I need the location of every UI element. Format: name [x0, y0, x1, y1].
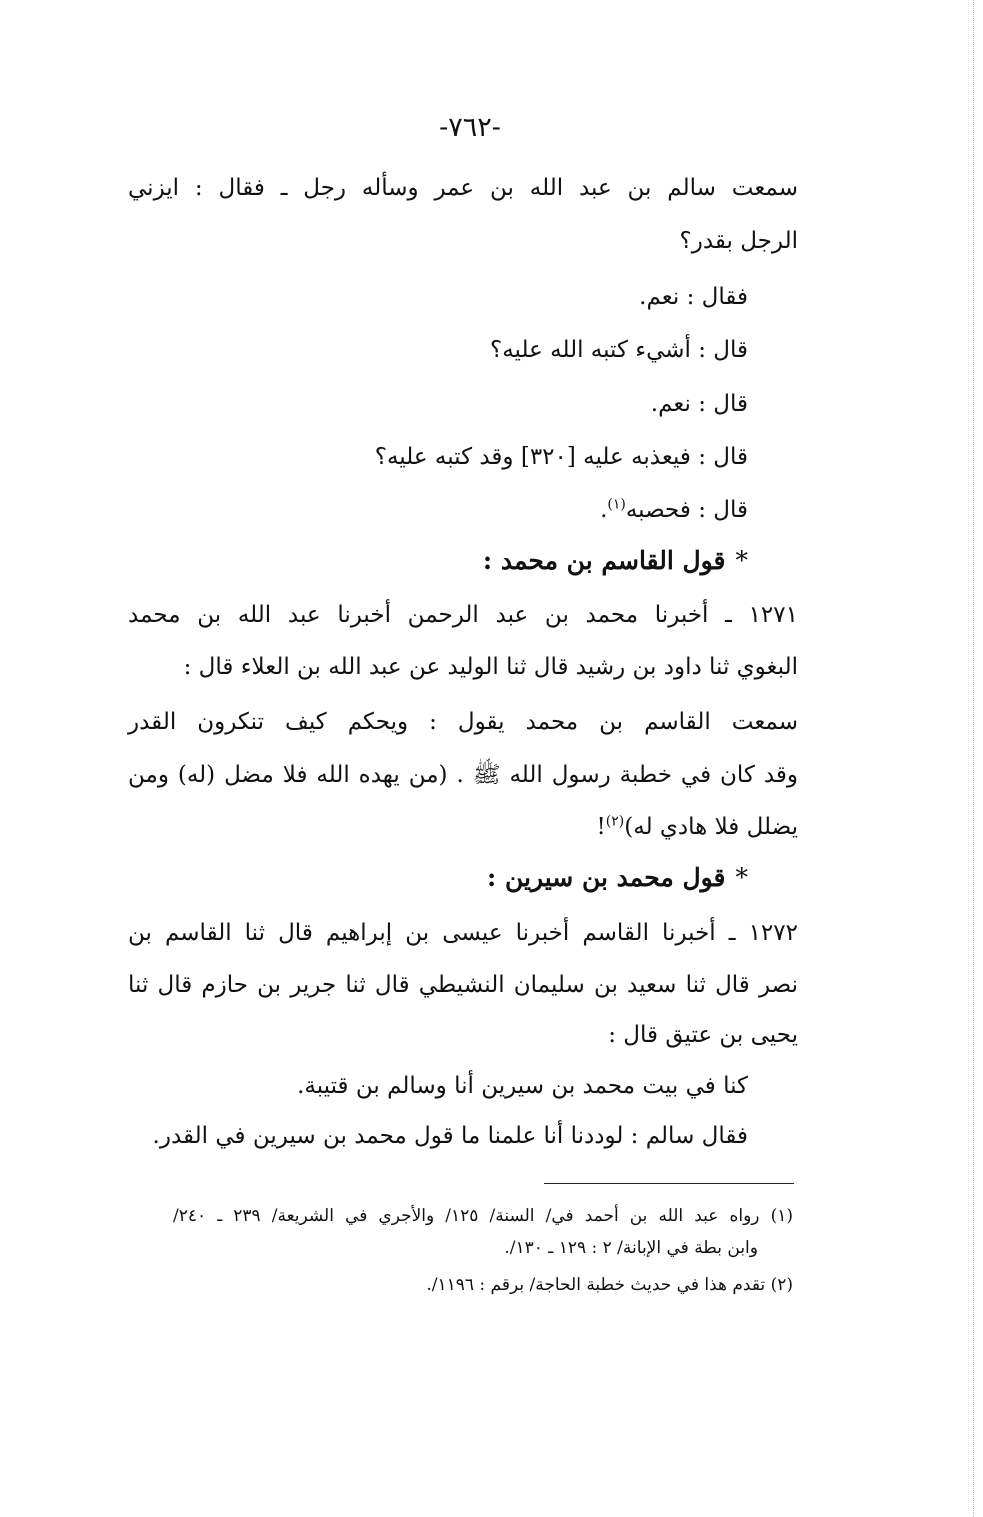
- section-heading-qasim: [483, 546, 748, 576]
- text-line-7: [600, 495, 748, 525]
- text-line-16: نصر قال ثنا سعيد بن سليمان النشيطي قال ثنا جرير بن حازم قال ثنا: [128, 972, 798, 998]
- text-line-1: سمعت سالم بن عبد الله بن عمر وسأله رجل ـ فقال : ايزني: [128, 175, 798, 201]
- text-line-17: يحيى بن عتيق قال :: [608, 1022, 798, 1048]
- text-line-6: قال : فيعذبه عليه [٣٢٠] وقد كتبه عليه؟: [374, 444, 748, 470]
- text-line-12: وقد كان في خطبة رسول الله ﷺ . (من يهده الله فلا مضل (له) ومن: [128, 762, 798, 788]
- text-line-13-end: !: [596, 814, 606, 840]
- text-line-7-end: .: [600, 497, 608, 523]
- footnote-ref-2: (٢): [605, 813, 625, 830]
- footnote-2: (٢) تقدم هذا في حديث خطبة الحاجة/ برقم : ١١٩٦/.: [426, 1275, 793, 1295]
- text-line-13-body: يضلل فلا هادي له): [624, 814, 798, 840]
- footnote-ref-1: (١): [607, 496, 626, 513]
- footnote-1-line-1: (١) رواه عبد الله بن أحمد في/ السنة/ ١٢٥/ والأجري في الشريعة/ ٢٣٩ ـ ٢٤٠/: [173, 1206, 793, 1226]
- text-line-9: ١٢٧١ ـ أخبرنا محمد بن عبد الرحمن أخبرنا عبد الله بن محمد: [128, 602, 798, 628]
- section-heading-qasim-text: قول القاسم بن محمد :: [482, 546, 726, 575]
- text-line-5: قال : نعم.: [650, 391, 748, 417]
- text-line-2: الرجل بقدر؟: [679, 228, 798, 254]
- text-line-3: فقال : نعم.: [639, 284, 748, 310]
- text-line-11: سمعت القاسم بن محمد يقول : ويحكم كيف تنكرون القدر: [128, 709, 798, 735]
- star-bullet: *: [735, 863, 748, 892]
- text-line-10: البغوي ثنا داود بن رشيد قال ثنا الوليد عن عبد الله بن العلاء قال :: [183, 654, 798, 680]
- text-line-4: قال : أشيء كتبه الله عليه؟: [490, 337, 748, 363]
- text-line-19: فقال سالم : لوددنا أنا علمنا ما قول محمد بن سيرين في القدر.: [152, 1123, 748, 1149]
- text-line-18: كنا في بيت محمد بن سيرين أنا وسالم بن قتيبة.: [297, 1073, 748, 1099]
- footnote-divider: [544, 1183, 794, 1184]
- section-heading-sirin: [487, 863, 748, 893]
- page-edge-dotted-line: [973, 0, 974, 1517]
- section-heading-sirin-text: قول محمد بن سيرين :: [487, 863, 726, 892]
- star-bullet: *: [735, 546, 748, 575]
- text-line-7-body: قال : فحصبه: [625, 497, 748, 523]
- page-number: -٧٦٢-: [439, 112, 501, 143]
- text-line-13: [597, 812, 798, 842]
- text-line-15: ١٢٧٢ ـ أخبرنا القاسم أخبرنا عيسى بن إبراهيم قال ثنا القاسم بن: [128, 920, 798, 946]
- footnote-1-line-2: وابن بطة في الإبانة/ ٢ : ١٢٩ ـ ١٣٠/.: [504, 1238, 758, 1258]
